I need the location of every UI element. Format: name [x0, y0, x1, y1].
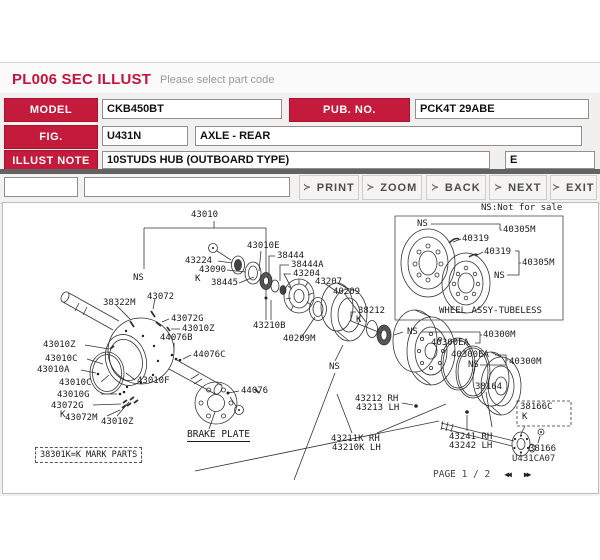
- prev-page-icon[interactable]: ◀◀: [504, 470, 510, 479]
- part-label[interactable]: 38444A: [291, 260, 324, 270]
- part-label[interactable]: 43211K RH: [331, 434, 380, 444]
- part-name-input[interactable]: [84, 177, 290, 197]
- part-label[interactable]: 43010E: [247, 241, 280, 251]
- part-label[interactable]: 43207: [315, 277, 343, 287]
- ns-label: K: [195, 274, 201, 284]
- chevron-right-icon: ≻: [552, 182, 562, 192]
- part-label[interactable]: 43072G: [171, 314, 204, 324]
- next-page-icon[interactable]: ▶▶: [523, 470, 530, 479]
- page-indicator: PAGE 1 / 2: [433, 469, 491, 480]
- part-label[interactable]: 43010: [191, 210, 219, 220]
- part-label[interactable]: 43241 RH: [449, 432, 493, 442]
- toolbar-button-label: PRINT: [316, 181, 355, 194]
- part-label[interactable]: 43212 RH: [355, 394, 399, 404]
- wheel-assy-caption: WHEEL ASSY-TUBELESS: [439, 306, 542, 316]
- part-label[interactable]: 40305M: [503, 225, 536, 235]
- drawing-code: U431CA07: [512, 454, 556, 464]
- illustration-canvas: [2, 202, 599, 494]
- part-label[interactable]: 44076: [241, 386, 269, 396]
- ns-label: K: [522, 412, 528, 422]
- part-label[interactable]: 40305M: [522, 258, 555, 268]
- part-label[interactable]: 43210K LH: [332, 443, 381, 453]
- part-label[interactable]: 38166: [529, 444, 557, 454]
- chevron-right-icon: ≻: [303, 182, 312, 192]
- part-label[interactable]: 43010Z: [101, 417, 134, 427]
- part-label[interactable]: 38166C: [520, 402, 553, 412]
- illust-note-input[interactable]: [102, 151, 490, 169]
- part-label[interactable]: 40319: [462, 234, 490, 244]
- ns-label: NS: [133, 273, 144, 283]
- exit-button[interactable]: [550, 175, 597, 200]
- illust-code-input[interactable]: [505, 151, 595, 169]
- chevron-right-icon: ≻: [494, 182, 504, 192]
- model-label: MODEL: [4, 98, 98, 122]
- zoom-button[interactable]: [362, 175, 422, 200]
- part-label[interactable]: 43010F: [137, 376, 170, 386]
- part-label[interactable]: 38445: [211, 278, 239, 288]
- fig-code-input[interactable]: [102, 126, 188, 146]
- pager: [433, 469, 529, 480]
- print-button[interactable]: [299, 175, 359, 200]
- part-label[interactable]: 38164: [475, 382, 503, 392]
- header: [0, 63, 600, 93]
- part-label[interactable]: 43010Z: [182, 324, 215, 334]
- part-label[interactable]: 43210B: [253, 321, 286, 331]
- pubno-label: PUB. NO.: [289, 98, 410, 122]
- ns-label: NS: [494, 271, 505, 281]
- toolbar: [0, 174, 600, 204]
- part-label[interactable]: 43224: [185, 256, 213, 266]
- part-label[interactable]: 43242 LH: [449, 441, 493, 451]
- k-mark-parts-note: 38301K=K MARK PARTS: [35, 447, 142, 463]
- part-label[interactable]: 43010G: [57, 390, 90, 400]
- part-label[interactable]: 40209: [333, 287, 361, 297]
- part-label[interactable]: 40209M: [283, 334, 316, 344]
- fig-name-input[interactable]: [195, 126, 582, 146]
- ns-label: NS: [407, 327, 418, 337]
- part-label[interactable]: 38212: [358, 306, 386, 316]
- brake-plate-label: BRAKE PLATE: [187, 429, 250, 440]
- part-label[interactable]: 40300M: [483, 330, 516, 340]
- ns-note: NS:Not for sale: [481, 203, 563, 213]
- part-label[interactable]: 43204: [293, 269, 321, 279]
- part-label[interactable]: 43010A: [37, 365, 70, 375]
- ns-label: K: [356, 315, 362, 325]
- part-label[interactable]: 44076C: [193, 350, 226, 360]
- ns-label: K: [60, 410, 66, 420]
- fig-label: FIG.: [4, 125, 98, 149]
- next-button[interactable]: [489, 175, 547, 200]
- part-label[interactable]: 43072M: [65, 413, 98, 423]
- part-label[interactable]: 40300EA: [451, 350, 489, 360]
- part-label[interactable]: 40319: [484, 247, 512, 257]
- part-label[interactable]: 38322M: [103, 298, 136, 308]
- pubno-input[interactable]: [415, 99, 589, 119]
- toolbar-button-label: BACK: [444, 181, 481, 194]
- back-button[interactable]: [426, 175, 486, 200]
- part-label[interactable]: 43213 LH: [356, 403, 400, 413]
- header-hint: Please select part code: [160, 74, 275, 86]
- part-label[interactable]: 43072: [147, 292, 175, 302]
- toolbar-button-label: NEXT: [508, 181, 542, 194]
- ns-label: NS: [417, 219, 428, 229]
- chevron-right-icon: ≻: [366, 182, 376, 192]
- toolbar-button-label: ZOOM: [380, 181, 418, 194]
- part-label[interactable]: 43090: [199, 265, 227, 275]
- ns-label: NS: [468, 360, 479, 370]
- part-label[interactable]: 43010C: [45, 354, 78, 364]
- toolbar-button-label: EXIT: [566, 181, 595, 194]
- part-label[interactable]: 43010Z: [43, 340, 76, 350]
- part-label[interactable]: 43072G: [51, 401, 84, 411]
- part-label[interactable]: 38444: [277, 251, 305, 261]
- ns-label: NS: [329, 362, 340, 372]
- model-input[interactable]: [102, 99, 282, 119]
- part-label[interactable]: 44076B: [160, 333, 193, 343]
- part-label[interactable]: 40300EA: [431, 338, 469, 348]
- part-code-input[interactable]: [4, 177, 78, 197]
- chevron-right-icon: ≻: [431, 182, 440, 192]
- page-title: PL006 SEC ILLUST: [12, 71, 152, 88]
- part-label[interactable]: 43010C: [59, 378, 92, 388]
- illust-note-label: ILLUST NOTE: [4, 150, 98, 172]
- part-label[interactable]: 40300M: [509, 357, 542, 367]
